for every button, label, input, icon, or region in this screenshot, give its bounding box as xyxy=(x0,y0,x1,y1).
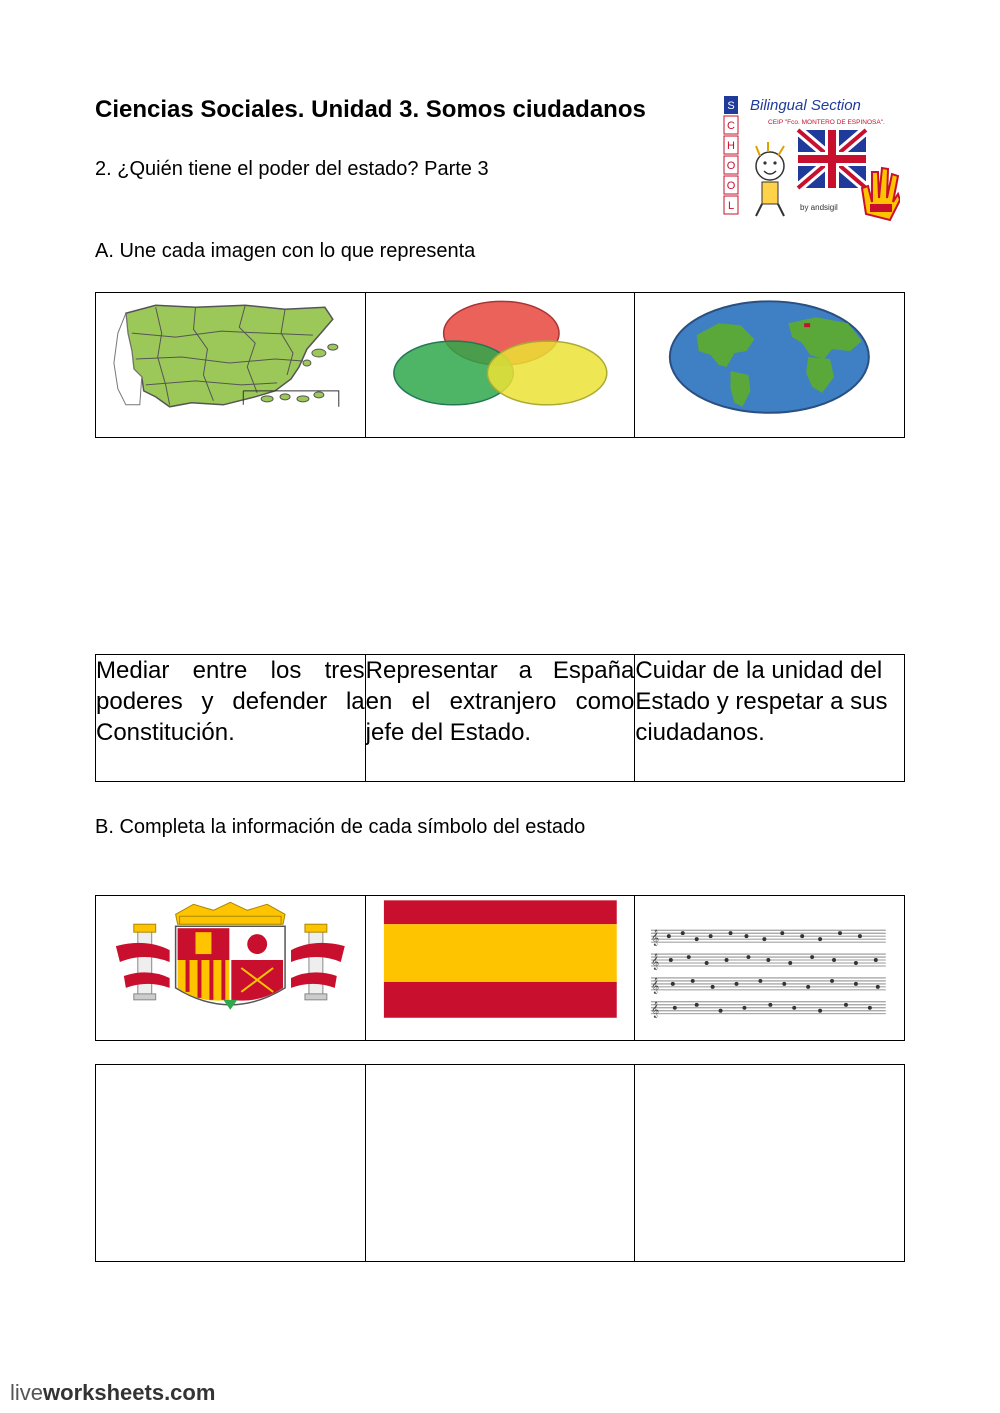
description-text-1: Mediar entre los tres poderes y defender la Constitución. xyxy=(96,657,365,746)
venn-circles-icon xyxy=(366,293,635,437)
image-cell-venn[interactable] xyxy=(365,293,635,438)
page-subtitle: 2. ¿Quién tiene el poder del estado? Parte 3 xyxy=(95,158,489,180)
answer-cell-1[interactable] xyxy=(96,1065,366,1262)
answer-cell-2[interactable] xyxy=(365,1065,635,1262)
image-cell-map[interactable] xyxy=(96,293,366,438)
coat-of-arms-icon xyxy=(96,896,365,1040)
footer-brand-light: live xyxy=(10,1380,44,1405)
svg-text:𝄞: 𝄞 xyxy=(651,954,660,971)
description-cell-1[interactable] xyxy=(96,655,366,782)
svg-text:𝄞: 𝄞 xyxy=(651,1001,660,1018)
image-cell-globe[interactable] xyxy=(635,293,905,438)
logo-credit: by andsigil xyxy=(800,203,838,212)
descriptions-table xyxy=(95,654,905,782)
answer-cell-3[interactable] xyxy=(635,1065,905,1262)
description-cell-3[interactable] xyxy=(635,655,905,782)
svg-text:𝄞: 𝄞 xyxy=(651,930,660,947)
symbol-cell-flag xyxy=(365,896,635,1041)
logo-letter-c: C xyxy=(727,120,735,132)
logo-title: Bilingual Section xyxy=(750,97,861,114)
footer-brand[interactable] xyxy=(10,1380,215,1406)
section-b-instruction: B. Completa la información de cada símbolo del estado xyxy=(95,816,586,838)
symbols-table xyxy=(95,895,905,1041)
answers-table xyxy=(95,1064,905,1262)
svg-text:𝄞: 𝄞 xyxy=(651,977,660,994)
logo-school-name: CEIP "Fco. MONTERO DE ESPINOSA". xyxy=(768,119,885,126)
symbol-cell-anthem xyxy=(635,896,905,1041)
logo-graphic xyxy=(722,94,900,224)
description-text-3: Cuidar de la unidad del Estado y respetar a sus ciudadanos. xyxy=(635,657,888,746)
anthem-sheet-music-icon xyxy=(635,896,904,1040)
logo-letter-l: L xyxy=(727,200,735,212)
logo-letter-h: H xyxy=(727,140,735,152)
world-globe-icon xyxy=(635,293,904,437)
images-table xyxy=(95,292,905,438)
logo-letter-o1: O xyxy=(726,160,736,172)
symbol-cell-coat-of-arms xyxy=(96,896,366,1041)
logo-letter-o2: O xyxy=(726,180,736,192)
spanish-flag-icon xyxy=(366,896,635,1040)
bilingual-section-logo xyxy=(722,94,900,224)
description-text-2: Representar a España en el extranjero como jefe del Estado. xyxy=(365,657,635,746)
logo-letter-s: S xyxy=(727,100,735,112)
footer-brand-bold: worksheets.com xyxy=(43,1380,216,1405)
description-cell-2[interactable] xyxy=(365,655,635,782)
page-title: Ciencias Sociales. Unidad 3. Somos ciudadanos xyxy=(95,96,646,123)
spain-map-icon xyxy=(96,293,365,437)
section-a-instruction: A. Une cada imagen con lo que representa xyxy=(95,240,476,262)
